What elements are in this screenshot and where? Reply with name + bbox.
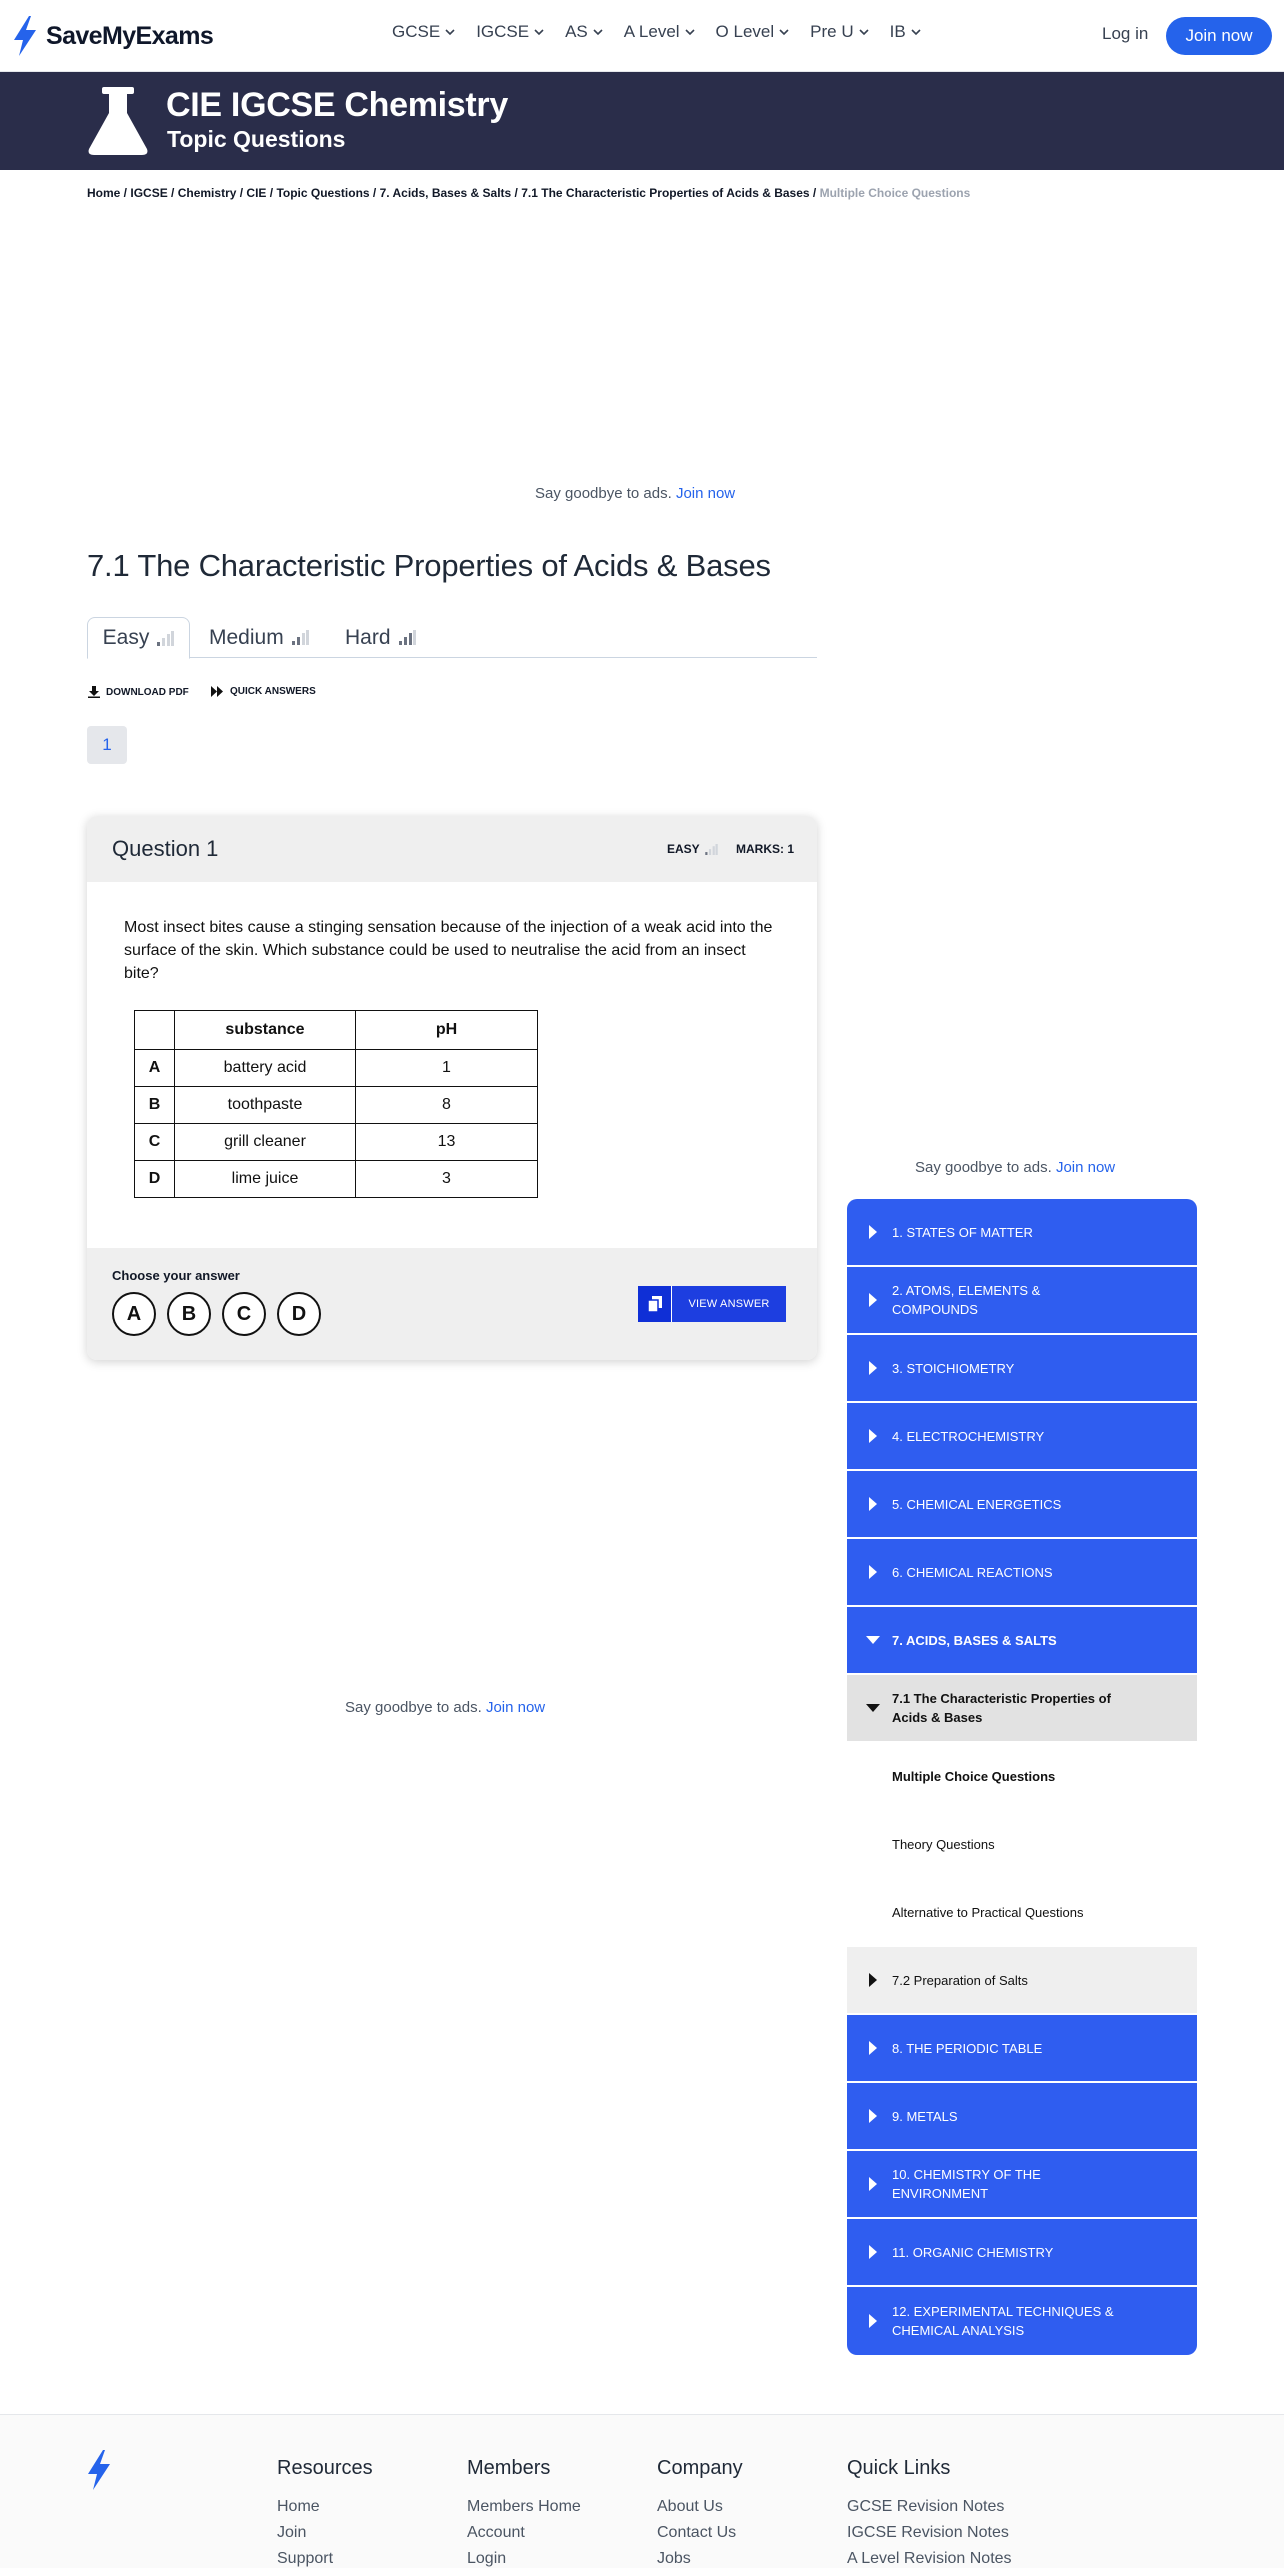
footer-link[interactable]: Members Home [467, 2498, 581, 2515]
nav-label: IGCSE [476, 22, 530, 41]
nav-item-gcse[interactable] [392, 22, 455, 42]
chevron-down-icon [859, 27, 869, 37]
signal-bars-icon [157, 631, 174, 646]
signal-bars-icon [705, 844, 718, 855]
ad-join-link[interactable]: Join now [675, 485, 736, 502]
chevron-down-icon [779, 27, 789, 37]
ad-text: Say goodbye to ads. [535, 485, 672, 502]
download-label: DOWNLOAD PDF [106, 686, 189, 698]
flask-icon [86, 85, 150, 157]
join-now-button[interactable]: Join now [1166, 17, 1272, 55]
footer-link[interactable]: Support [277, 2550, 334, 2567]
tab-label: Medium [209, 625, 284, 649]
chevron-down-icon [685, 27, 695, 37]
breadcrumb-igcse[interactable]: IGCSE [130, 186, 168, 200]
difficulty-label: EASY [667, 842, 700, 856]
signal-bars-icon [399, 630, 416, 645]
page-title: 7.1 The Characteristic Properties of Acids & Bases [87, 548, 771, 583]
footer-heading: Company [657, 2457, 743, 2479]
table-cell: battery acid [175, 1050, 356, 1087]
sidebar-item-label: 7.2 Preparation of Salts [892, 1972, 1028, 1988]
brand-name: SaveMyExams [46, 21, 214, 50]
marks-badge: MARKS: 1 [736, 842, 795, 856]
table-cell: grill cleaner [175, 1124, 356, 1161]
breadcrumb-topic-questions[interactable]: Topic Questions [276, 186, 370, 200]
nav-label: IB [889, 22, 906, 41]
option-b-button[interactable]: B [167, 1292, 211, 1336]
tab-medium[interactable] [209, 617, 309, 658]
sidebar-item-label: 10. CHEMISTRY OF THE ENVIRONMENT [892, 2167, 1041, 2201]
sidebar-item-electrochemistry[interactable] [847, 1403, 1197, 1471]
sidebar-item-chemical-reactions[interactable] [847, 1539, 1197, 1607]
ad-removal-note [915, 1159, 1115, 1176]
sidebar-item-chemical-energetics[interactable] [847, 1471, 1197, 1539]
tab-label: Hard [345, 625, 391, 649]
lightning-bolt-icon [12, 16, 38, 56]
table-cell: 3 [356, 1161, 538, 1198]
caret-right-icon [866, 1497, 880, 1511]
sidebar-item-label: Theory Questions [892, 1836, 995, 1852]
login-link[interactable]: Log in [1102, 24, 1149, 43]
breadcrumb-home[interactable]: Home [87, 186, 121, 200]
sidebar-item-states-of-matter[interactable] [847, 1199, 1197, 1267]
sidebar-item-acids-bases-salts[interactable] [847, 1607, 1197, 1675]
quick-answers-label: QUICK ANSWERS [230, 686, 316, 697]
breadcrumb-cie[interactable]: CIE [246, 186, 267, 200]
option-d-button[interactable]: D [277, 1292, 321, 1336]
question-header [87, 816, 817, 882]
footer-column-resources [277, 2457, 373, 2568]
question-title: Question 1 [112, 836, 219, 861]
ad-join-link[interactable]: Join now [485, 1699, 546, 1716]
sidebar-item-label: Alternative to Practical Questions [892, 1904, 1084, 1920]
footer-heading: Members [467, 2457, 551, 2479]
question-page-1[interactable]: 1 [87, 726, 127, 764]
caret-right-icon [866, 2109, 880, 2123]
signal-bars-icon [292, 630, 309, 645]
table-header-row [135, 1011, 538, 1050]
nav-item-pre-u[interactable] [810, 22, 868, 42]
table-cell: 8 [356, 1087, 538, 1124]
sidebar-item-label: 1. STATES OF MATTER [892, 1224, 1033, 1240]
sidebar-item-experimental-techniques[interactable] [847, 2287, 1197, 2355]
sidebar-item-label: 7.1 The Characteristic Properties of Acids & Bases [892, 1691, 1111, 1725]
fast-forward-icon [211, 686, 224, 697]
main-menu [392, 22, 921, 42]
footer-heading: Quick Links [847, 2457, 951, 2479]
breadcrumb: Home / IGCSE / Chemistry / CIE / Topic Questions / 7. Acids, Bases & Salts / 7.1 The Characteristic Properties of Acids & Bases / Multiple Choice Questions [87, 186, 971, 200]
ad-removal-note [535, 485, 735, 502]
sidebar-item-label: 12. EXPERIMENTAL TECHNIQUES & CHEMICAL ANALYSIS [892, 2304, 1114, 2338]
nav-label: Pre U [810, 22, 854, 41]
nav-item-as[interactable] [565, 22, 603, 42]
table-row [135, 1124, 538, 1161]
caret-right-icon [866, 1973, 880, 1987]
ad-removal-note [345, 1699, 545, 1716]
sidebar-item-label: Multiple Choice Questions [892, 1768, 1056, 1784]
footer-link[interactable]: IGCSE Revision Notes [847, 2524, 1009, 2541]
table-row [135, 1161, 538, 1198]
caret-right-icon [866, 2177, 880, 2191]
hero-title: CIE IGCSE Chemistry [166, 86, 508, 124]
sidebar-subitem-7-1[interactable] [847, 1675, 1197, 1743]
nav-item-o-level[interactable] [716, 22, 790, 42]
sidebar-item-chemistry-of-environment[interactable] [847, 2151, 1197, 2219]
site-footer [0, 2414, 1284, 2568]
footer-link[interactable]: Jobs [657, 2550, 691, 2567]
footer-link[interactable]: Login [467, 2550, 507, 2567]
nav-item-ib[interactable] [890, 22, 921, 42]
quick-answers-button[interactable] [211, 686, 316, 697]
breadcrumb-chemistry[interactable]: Chemistry [177, 186, 237, 200]
footer-link[interactable]: Account [467, 2524, 525, 2541]
table-cell: A [135, 1050, 175, 1087]
nav-label: A Level [623, 22, 680, 41]
sidebar-item-label: 3. STOICHIOMETRY [892, 1360, 1015, 1376]
breadcrumb-current: Multiple Choice Questions [819, 186, 971, 200]
sidebar-subitem-7-2[interactable] [847, 1947, 1197, 2015]
caret-right-icon [866, 2314, 880, 2328]
sidebar-item-label: 7. ACIDS, BASES & SALTS [892, 1632, 1057, 1648]
sidebar-item-periodic-table[interactable] [847, 2015, 1197, 2083]
caret-right-icon [866, 2245, 880, 2259]
caret-right-icon [866, 1429, 880, 1443]
caret-right-icon [866, 1361, 880, 1375]
sidebar-link-multiple-choice[interactable] [847, 1743, 1197, 1811]
footer-column-quick-links [847, 2457, 1012, 2568]
footer-link[interactable]: Contact Us [657, 2524, 737, 2541]
sidebar-item-label: 4. ELECTROCHEMISTRY [892, 1428, 1045, 1444]
ad-text: Say goodbye to ads. [915, 1159, 1052, 1176]
option-c-button[interactable]: C [222, 1292, 266, 1336]
topic-sidebar [847, 1199, 1197, 2355]
chevron-down-icon [911, 27, 921, 37]
nav-label: O Level [715, 22, 775, 41]
ad-join-link[interactable]: Join now [1055, 1159, 1116, 1176]
subject-hero-banner [0, 72, 1284, 170]
substance-ph-table [134, 1010, 538, 1198]
caret-down-icon [866, 1633, 880, 1647]
table-cell: toothpaste [175, 1087, 356, 1124]
sidebar-item-stoichiometry[interactable] [847, 1335, 1197, 1403]
footer-link[interactable]: GCSE Revision Notes [847, 2498, 1005, 2515]
caret-down-icon [866, 1701, 880, 1715]
difficulty-tabs [87, 617, 817, 658]
nav-item-igcse[interactable] [476, 22, 544, 42]
hero-subtitle: Topic Questions [167, 126, 346, 152]
footer-link[interactable]: Home [277, 2498, 320, 2515]
option-a-button[interactable]: A [112, 1292, 156, 1336]
choose-answer-label: Choose your answer [112, 1268, 240, 1283]
top-navigation [0, 0, 1284, 72]
lightning-bolt-icon [86, 2449, 112, 2491]
footer-link[interactable]: Join [277, 2524, 307, 2541]
table-header: pH [356, 1011, 538, 1050]
site-logo[interactable] [12, 16, 213, 56]
footer-column-members [467, 2457, 581, 2568]
sidebar-item-atoms-elements-compounds[interactable] [847, 1267, 1197, 1335]
table-row [135, 1087, 538, 1124]
table-header: substance [175, 1011, 356, 1050]
table-header [135, 1011, 175, 1050]
copy-icon [638, 1286, 672, 1322]
sidebar-item-label: 8. THE PERIODIC TABLE [892, 2040, 1043, 2056]
table-cell: 1 [356, 1050, 538, 1087]
sidebar-item-organic-chemistry[interactable] [847, 2219, 1197, 2287]
table-cell: C [135, 1124, 175, 1161]
sidebar-item-metals[interactable] [847, 2083, 1197, 2151]
sidebar-item-label: 5. CHEMICAL ENERGETICS [892, 1496, 1062, 1512]
sidebar-link-theory-questions[interactable] [847, 1811, 1197, 1879]
chevron-down-icon [593, 27, 603, 37]
table-cell: B [135, 1087, 175, 1124]
footer-link[interactable]: A Level Revision Notes [847, 2550, 1012, 2567]
sidebar-item-label: 6. CHEMICAL REACTIONS [892, 1564, 1053, 1580]
sidebar-link-alternative-to-practical[interactable] [847, 1879, 1197, 1947]
download-icon [88, 686, 100, 698]
view-answer-button[interactable] [638, 1286, 786, 1322]
answer-panel [87, 1248, 817, 1360]
chevron-down-icon [445, 27, 455, 37]
table-cell: lime juice [175, 1161, 356, 1198]
table-row [135, 1050, 538, 1087]
breadcrumb-7-1[interactable]: 7.1 The Characteristic Properties of Acids & Bases [521, 186, 810, 200]
sidebar-item-label: 9. METALS [892, 2108, 958, 2124]
caret-right-icon [866, 1225, 880, 1239]
view-answer-label: VIEW ANSWER [688, 1298, 770, 1310]
download-pdf-button[interactable] [88, 686, 189, 698]
footer-link[interactable]: About Us [657, 2498, 723, 2515]
caret-right-icon [866, 1565, 880, 1579]
nav-label: AS [565, 22, 588, 41]
table-cell: D [135, 1161, 175, 1198]
tab-label: Easy [102, 626, 150, 649]
breadcrumb-acids-bases-salts[interactable]: 7. Acids, Bases & Salts [379, 186, 512, 200]
footer-column-company [657, 2457, 743, 2568]
sidebar-item-label: 11. ORGANIC CHEMISTRY [892, 2244, 1054, 2260]
tab-hard[interactable] [345, 617, 416, 658]
nav-item-a-level[interactable] [624, 22, 695, 42]
difficulty-badge [667, 842, 718, 856]
chevron-down-icon [534, 27, 544, 37]
ad-text: Say goodbye to ads. [345, 1699, 482, 1716]
sidebar-item-label: 2. ATOMS, ELEMENTS & COMPOUNDS [892, 1283, 1041, 1317]
nav-label: GCSE [392, 22, 441, 41]
tab-easy[interactable] [87, 617, 190, 659]
caret-right-icon [866, 2041, 880, 2055]
question-text: Most insect bites cause a stinging sensation because of the injection of a weak acid into the surface of the skin. Which substance could be used to neutralise the acid from an insect bite? [124, 919, 773, 982]
table-cell: 13 [356, 1124, 538, 1161]
question-card [87, 816, 817, 1360]
footer-heading: Resources [277, 2457, 373, 2479]
caret-right-icon [866, 1293, 880, 1307]
